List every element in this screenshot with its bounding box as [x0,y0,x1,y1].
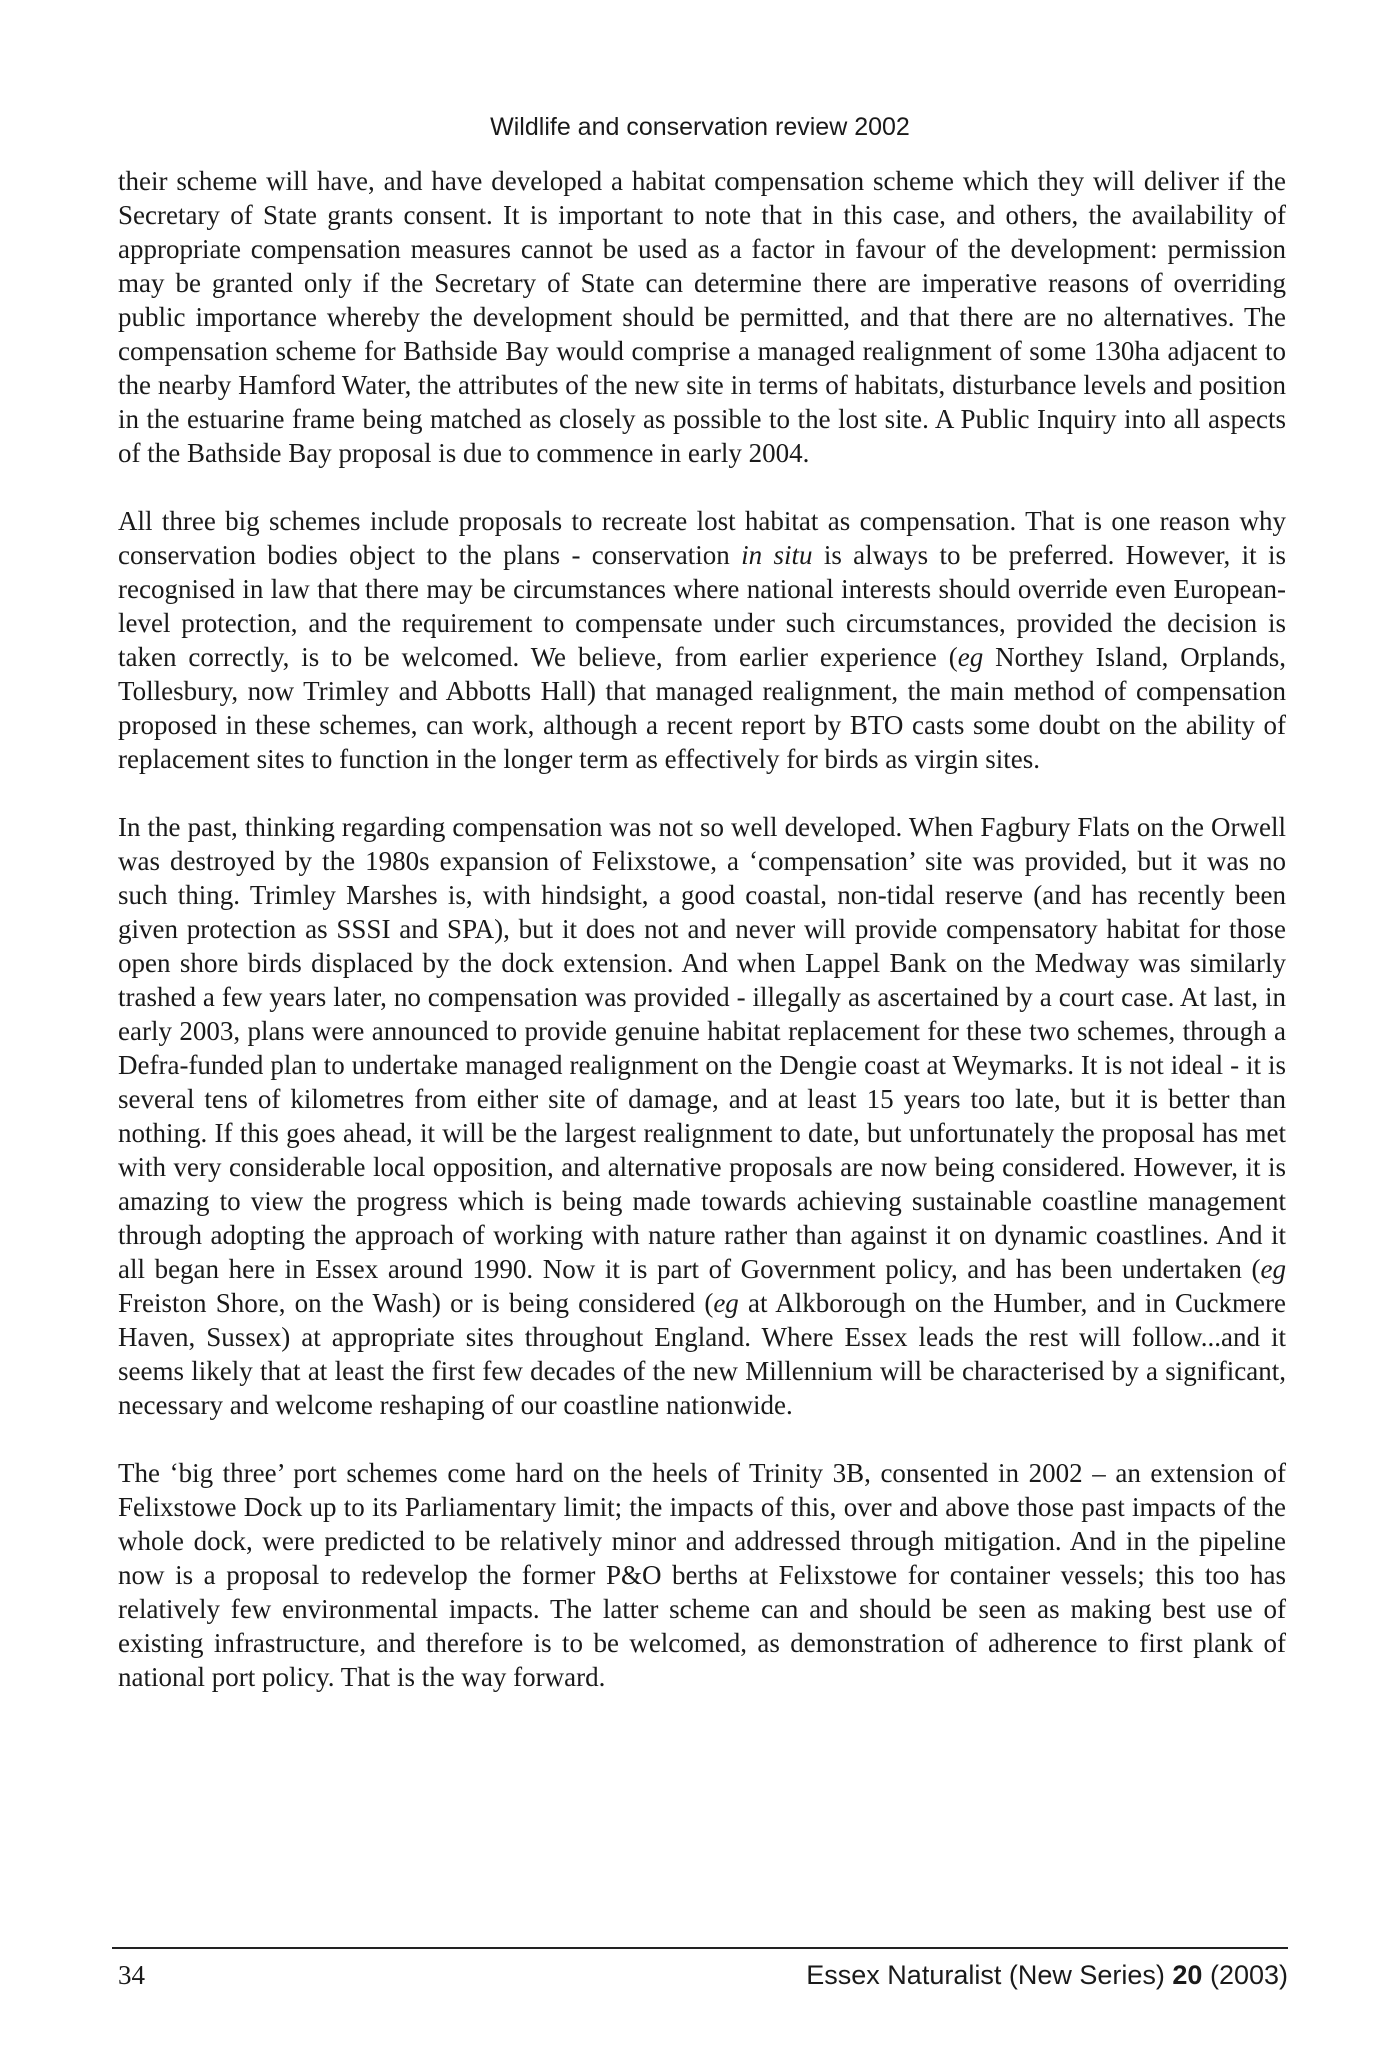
article-body [118,164,1286,1694]
paragraph-3-text-a: In the past, thinking regarding compensation was not so well developed. When Fagbury Flats on the Orwell was destroyed by the 1980s expansion of Felixstowe, a ‘compensation’ site was provided, but it was no such thing. Trimley Marshes is, with hindsight, a good coastal, non-tidal reserve (and has recently been given protection as SSSI and SPA), but it does not and never will provide compensatory habitat for those open shore birds displaced by the dock extension. And when Lappel Bank on the Medway was similarly trashed a few years later, no compensation was provided - illegally as ascertained by a court case. At last, in early 2003, plans were announced to provide genuine habitat replacement for these two schemes, through a Defra-funded plan to undertake managed realignment on the Dengie coast at Weymarks. It is not ideal - it is several tens of kilometres from either site of damage, and at least 15 years too late, but it is better than nothing. If this goes ahead, it will be the largest realignment to date, but unfortunately the proposal has met with very considerable local opposition, and alternative proposals are now being considered. However, it is amazing to view the progress which is being made towards achieving sustainable coastline management through adopting the approach of working with nature rather than against it on dynamic coastlines. And it all began here in Essex around 1990. Now it is part of Government policy, and has been undertaken ( [118,812,1286,1284]
paragraph-4: The ‘big three’ port schemes come hard on the heels of Trinity 3B, consented in 2002 – an extension of Felixstowe Dock up to its Parliamentary limit; the impacts of this, over and above those past impacts of the whole dock, were predicted to be relatively minor and addressed through mitigation. And in the pipeline now is a proposal to redevelop the former P&O berths at Felixstowe for container vessels; this too has relatively few environmental impacts. The latter scheme can and should be seen as making best use of existing infrastructure, and therefore is to be welcomed, as demonstration of adherence to first plank of national port policy. That is the way forward. [118,1458,1286,1692]
paragraph-2 [118,504,1286,776]
journal-volume: 20 [1172,1960,1203,1990]
paragraph-2-text-a: All three big schemes include proposals to recreate lost habitat as compensation. That is one reason why conservation bodies object to the plans - conservation [118,506,1286,570]
paragraph-3-italic-b: eg [713,1288,739,1318]
journal-year: (2003) [1209,1960,1288,1990]
journal-citation [460,1958,1288,1992]
paragraph-1: their scheme will have, and have developed a habitat compensation scheme which they will deliver if the Secretary of State grants consent. It is important to note that in this case, and others, the availability of appropriate compensation measures cannot be used as a factor in favour of the development: permission may be granted only if the Secretary of State can determine there are imperative reasons of overriding public importance whereby the development should be permitted, and that there are no alternatives. The compensation scheme for Bathside Bay would comprise a managed realignment of some 130ha adjacent to the nearby Hamford Water, the attributes of the new site in terms of habitats, disturbance levels and position in the estuarine frame being matched as closely as possible to the lost site. A Public Inquiry into all aspects of the Bathside Bay proposal is due to commence in early 2004. [118,166,1286,468]
journal-name: Essex Naturalist (New Series) [806,1960,1165,1990]
paragraph-2-italic-b: eg [957,642,984,672]
paragraph-3-italic-a: eg [1260,1254,1286,1284]
paragraph-3 [118,810,1286,1422]
running-header: Wildlife and conservation review 2002 [490,113,910,141]
footer-rule [112,1947,1288,1949]
page-number: 34 [118,1960,145,1990]
paragraph-3-text-b: Freiston Shore, on the Wash) or is being considered ( [118,1288,714,1318]
paragraph-2-italic-a: in situ [741,540,813,570]
paragraph-2-text-c: Northey Island, Orplands, Tollesbury, now Trimley and Abbotts Hall) that managed realignment, the main method of compensation proposed in these schemes, can work, although a recent report by BTO casts some doubt on the ability of replacement sites to function in the longer term as effectively for birds as virgin sites. [118,642,1286,774]
paragraph-3-text-c: at Alkborough on the Humber, and in Cuckmere Haven, Sussex) at appropriate sites throughout England. Where Essex leads the rest will follow...and it seems likely that at least the first few decades of the new Millennium will be characterised by a significant, necessary and welcome reshaping of our coastline nationwide. [118,1288,1286,1420]
paragraph-2-text-b: is always to be preferred. However, it is recognised in law that there may be circumstances where national interests should override even European-level protection, and the requirement to compensate under such circumstances, provided the decision is taken correctly, is to be welcomed. We believe, from earlier experience ( [118,540,1286,672]
